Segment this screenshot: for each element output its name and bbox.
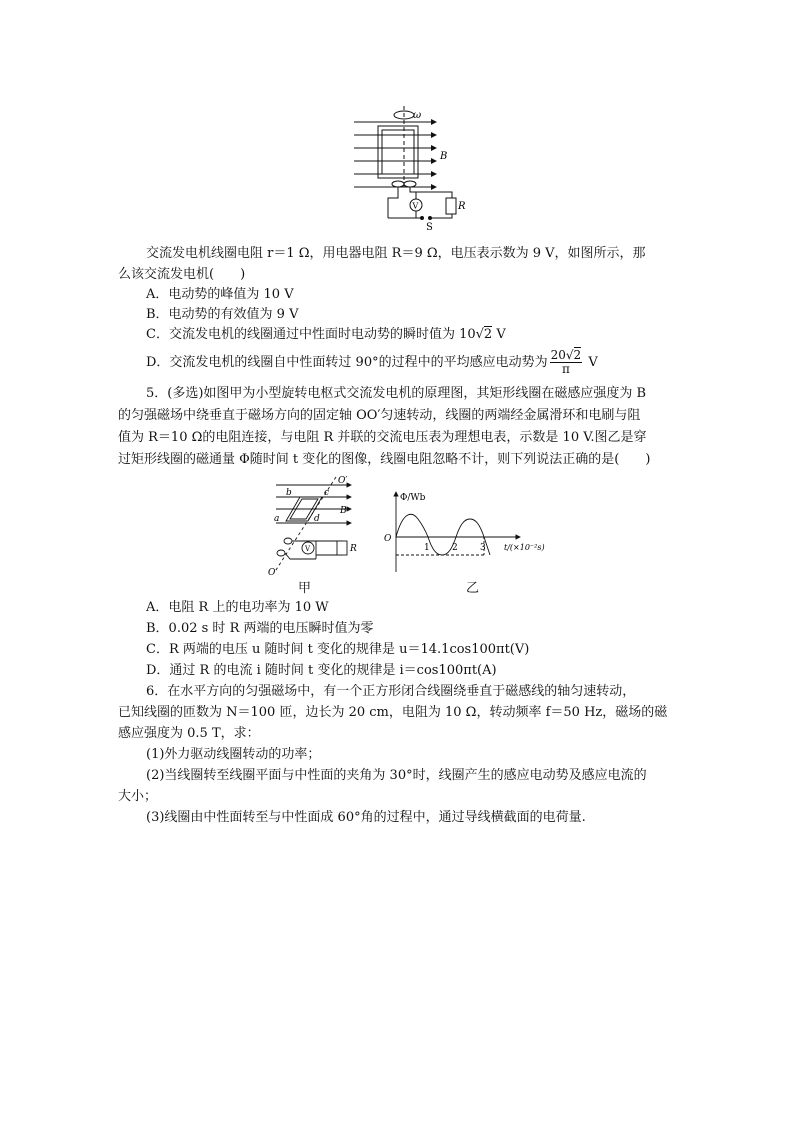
generator-coil-figure <box>340 106 470 234</box>
omega-label: ω <box>413 110 422 121</box>
q5-line3: 值为 R＝10 Ω的电阻连接，与电阻 R 并联的交流电压表为理想电表，示数是 10 V.图乙是穿 <box>118 430 647 445</box>
frac-num-radicand: 2 <box>573 348 582 362</box>
q4-stem-line1: 交流发电机线圈电阻 r＝1 Ω，用电器电阻 R＝9 Ω，电压表示数为 9 V，如图所示，那 <box>146 246 646 261</box>
q4-option-a: A．电动势的峰值为 10 V <box>146 287 294 302</box>
axis-o-prime-label: O′ <box>338 476 348 486</box>
flux-sine-curve <box>396 514 490 555</box>
coil-a-label: a <box>274 514 280 524</box>
q5-option-a: A．电阻 R 上的电功率为 10 W <box>146 600 329 615</box>
q5-line1: 5．(多选)如图甲为小型旋转电枢式交流发电机的原理图，其矩形线圈在磁感应强度为 B <box>146 386 647 401</box>
sqrt-symbol: √ <box>475 327 484 342</box>
voltmeter-label: V <box>305 545 311 553</box>
origin-label: O <box>384 534 392 544</box>
q5-option-d: D．通过 R 的电流 i 随时间 t 变化的规律是 i＝cos100πt(A) <box>146 663 497 678</box>
q6-line2: 已知线圈的匝数为 N＝100 匝，边长为 20 cm，电阻为 10 Ω，转动频率 f＝50 Hz，磁场的磁 <box>118 705 668 720</box>
resistor-r-label: R <box>458 201 466 212</box>
frac-num-coef: 20 <box>550 348 566 362</box>
voltmeter-label: V <box>412 201 419 211</box>
q6-line3: 感应强度为 0.5 T，求： <box>118 726 260 741</box>
figure-yi-caption: 乙 <box>466 581 480 596</box>
coil-c-label: c <box>324 488 330 498</box>
q4-option-c-text: C．交流发电机的线圈通过中性面时电动势的瞬时值为 10 <box>146 327 476 342</box>
figure-jia-caption: 甲 <box>298 581 312 596</box>
q6-part3: (3)线圈由中性面转至与中性面成 60°角的过程中，通过导线横截面的电荷量. <box>146 810 586 825</box>
q5-line4: 过矩形线圈的磁通量 Φ随时间 t 变化的图像，线圈电阻忽略不计，则下列说法正确的是( ) <box>118 452 651 467</box>
q5-option-c: C．R 两端的电压 u 随时间 t 变化的规律是 u＝14.1cos100πt(V) <box>146 642 530 657</box>
q4-option-d-unit: V <box>584 355 598 370</box>
x-axis-label: t/(×10⁻²s) <box>504 543 545 552</box>
q4-option-d-fraction <box>550 349 583 376</box>
axis-o-label: O <box>268 568 276 578</box>
q6-part1: (1)外力驱动线圈转动的功率； <box>146 747 321 762</box>
tick-label-1: 1 <box>424 543 430 553</box>
q4-option-d <box>146 349 598 376</box>
q5-option-b: B．0.02 s 时 R 两端的电压瞬时值为零 <box>146 621 374 636</box>
q6-part2-line2: 大小； <box>118 789 158 804</box>
q4-option-c-radicand: 2 <box>483 327 493 342</box>
q5-line2: 的匀强磁场中绕垂直于磁场方向的固定轴 OO′匀速转动，线圈的两端经金属滑环和电刷与阻 <box>118 408 641 423</box>
coil-d-label: d <box>314 514 320 524</box>
flux-time-graph-yi <box>380 488 566 574</box>
q4-option-c-unit: V <box>492 327 506 342</box>
generator-schematic-jia <box>256 475 366 591</box>
frac-denominator: π <box>561 362 570 376</box>
q4-option-b: B．电动势的有效值为 9 V <box>146 307 299 322</box>
q4-stem-line2: 么该交流发电机( ) <box>118 267 246 282</box>
tick-label-3: 3 <box>480 543 486 553</box>
tick-label-2: 2 <box>452 543 458 553</box>
switch-s-label: S <box>426 222 433 233</box>
field-b-label: B <box>340 506 347 516</box>
resistor-r-label: R <box>350 544 357 554</box>
y-axis-label: Φ/Wb <box>400 493 426 503</box>
q4-option-d-text: D．交流发电机的线圈自中性面转过 90°的过程中的平均感应电动势为 <box>146 355 548 370</box>
q4-option-c <box>146 325 506 345</box>
sqrt-symbol: √ <box>565 348 574 362</box>
q6-part2-line1: (2)当线圈转至线圈平面与中性面的夹角为 30°时，线圈产生的感应电动势及感应电流的 <box>146 768 647 783</box>
coil-b-label: b <box>286 488 292 498</box>
q6-line1: 6．在水平方向的匀强磁场中，有一个正方形闭合线圈绕垂直于磁感线的轴匀速转动， <box>146 684 636 699</box>
field-b-label: B <box>440 151 448 162</box>
